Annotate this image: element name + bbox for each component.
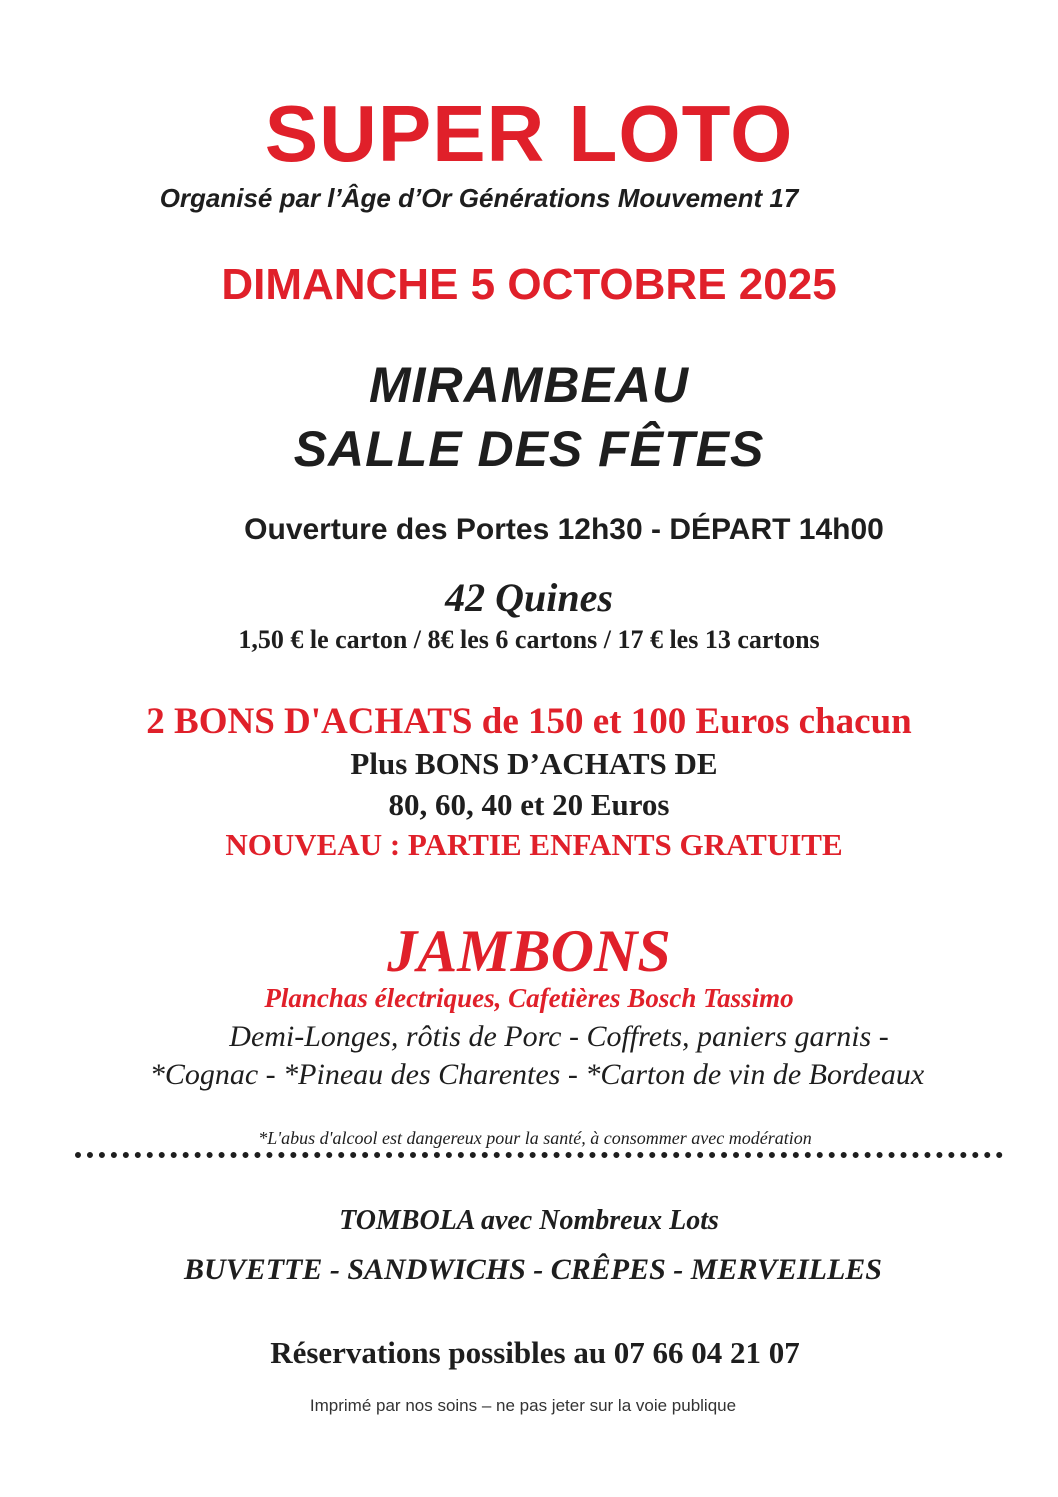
extra-vouchers-heading: Plus BONS D’ACHATS DE [350,746,718,781]
event-title: SUPER LOTO [264,89,794,178]
organizer-line: Organisé par l’Âge d’Or Générations Mouvement 17 [159,183,799,213]
event-date: DIMANCHE 5 OCTOBRE 2025 [221,260,837,309]
card-prices: 1,50 € le carton / 8€ les 6 cartons / 17 € les 13 cartons [238,625,820,654]
main-vouchers: 2 BONS D'ACHATS de 150 et 100 Euros chacun [146,701,912,742]
reservation-phone: Réservations possibles au 07 66 04 21 07 [270,1335,800,1370]
children-game-notice: NOUVEAU : PARTIE ENFANTS GRATUITE [225,827,843,862]
printed-note: Imprimé par nos soins – ne pas jeter sur la voie publique [309,1396,737,1415]
event-venue: SALLE DES FÊTES [293,421,765,477]
opening-hours: Ouverture des Portes 12h30 - DÉPART 14h00 [244,513,884,546]
prizes-line-1: Planchas électriques, Cafetières Bosch Tassimo [264,983,794,1013]
refreshments-line: BUVETTE - SANDWICHS - CRÊPES - MERVEILLES [184,1253,882,1286]
jambons-heading: JAMBONS [387,918,671,984]
dotted-divider [75,1152,1003,1158]
tombola-line: TOMBOLA avec Nombreux Lots [339,1205,719,1236]
prizes-line-2: Demi-Longes, rôtis de Porc - Coffrets, paniers garnis - [229,1020,889,1053]
prizes-line-3: *Cognac - *Pineau des Charentes - *Carton de vin de Bordeaux [149,1058,925,1091]
alcohol-warning: *L'abus d'alcool est dangereux pour la santé, à consommer avec modération [258,1128,812,1148]
extra-vouchers-values: 80, 60, 40 et 20 Euros [388,787,670,822]
quines-count: 42 Quines [445,575,613,620]
event-city: MIRAMBEAU [368,357,690,413]
